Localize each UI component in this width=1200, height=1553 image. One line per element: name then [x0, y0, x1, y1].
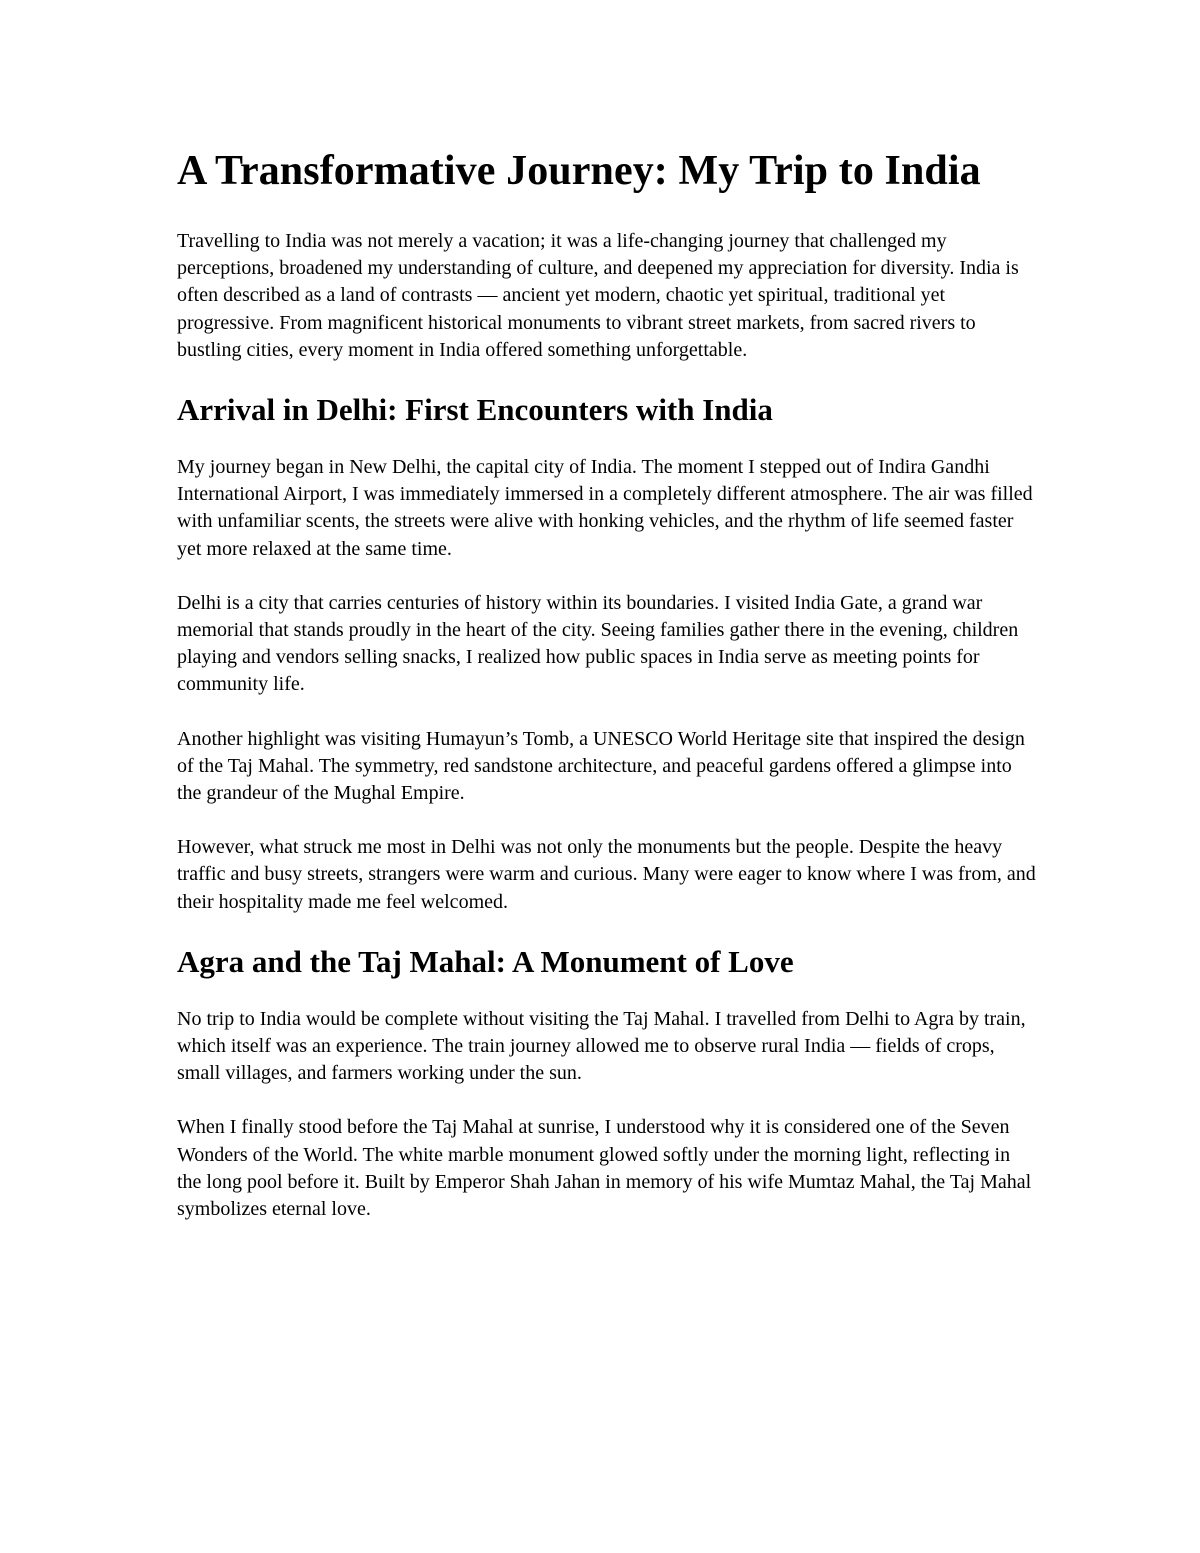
paragraph: No trip to India would be complete without visiting the Taj Mahal. I travelled from Delhi to Agra by train, which itself was an experience. The train journey allowed me to observe rural India — fields of crops, small villages, and farmers working under the sun.: [177, 1007, 1026, 1085]
paragraph: Delhi is a city that carries centuries of history within its boundaries. I visited India Gate, a grand war memorial that stands proudly in the heart of the city. Seeing families gather there in the evening, children playing and vendors selling snacks, I realized how public spaces in India serve as meeting points for community life.: [177, 591, 1019, 696]
section-heading: Arrival in Delhi: First Encounters with India: [177, 392, 773, 428]
document-body: [177, 144, 1037, 1250]
section-delhi: [177, 391, 1037, 916]
paragraph: Another highlight was visiting Humayun’s Tomb, a UNESCO World Heritage site that inspired the design of the Taj Mahal. The symmetry, red sandstone architecture, and peaceful gardens offered a glimpse into the grandeur of the Mughal Empire.: [177, 727, 1025, 805]
section-agra: [177, 943, 1037, 1223]
paragraph: When I finally stood before the Taj Mahal at sunrise, I understood why it is considered one of the Seven Wonders of the World. The white marble monument glowed softly under the morning light, reflecting in the long pool before it. Built by Emperor Shah Jahan in memory of his wife Mumtaz Mahal, the Taj Mahal symbolizes eternal love.: [177, 1116, 1032, 1221]
section-heading: Agra and the Taj Mahal: A Monument of Love: [177, 943, 794, 979]
paragraph: However, what struck me most in Delhi was not only the monuments but the people. Despite the heavy traffic and busy streets, strangers were warm and curious. Many were eager to know where I was from, and their hospitality made me feel welcomed.: [177, 836, 1036, 913]
document-title: A Transformative Journey: My Trip to India: [177, 148, 981, 194]
intro-paragraph: Travelling to India was not merely a vacation; it was a life-changing journey that challenged my perceptions, broadened my understanding of culture, and deepened my appreciation for diversity. India is often described as a land of contrasts — ancient yet modern, chaotic yet spiritual, traditional yet progressive. From magnificent historical monuments to vibrant street markets, from sacred rivers to bustling cities, every moment in India offered something unforgettable.: [177, 230, 1019, 361]
paragraph: My journey began in New Delhi, the capital city of India. The moment I stepped out of Indira Gandhi International Airport, I was immediately immersed in a completely different atmosphere. The air was filled with unfamiliar scents, the streets were alive with honking vehicles, and the rhythm of life seemed faster yet more relaxed at the same time.: [177, 456, 1033, 560]
